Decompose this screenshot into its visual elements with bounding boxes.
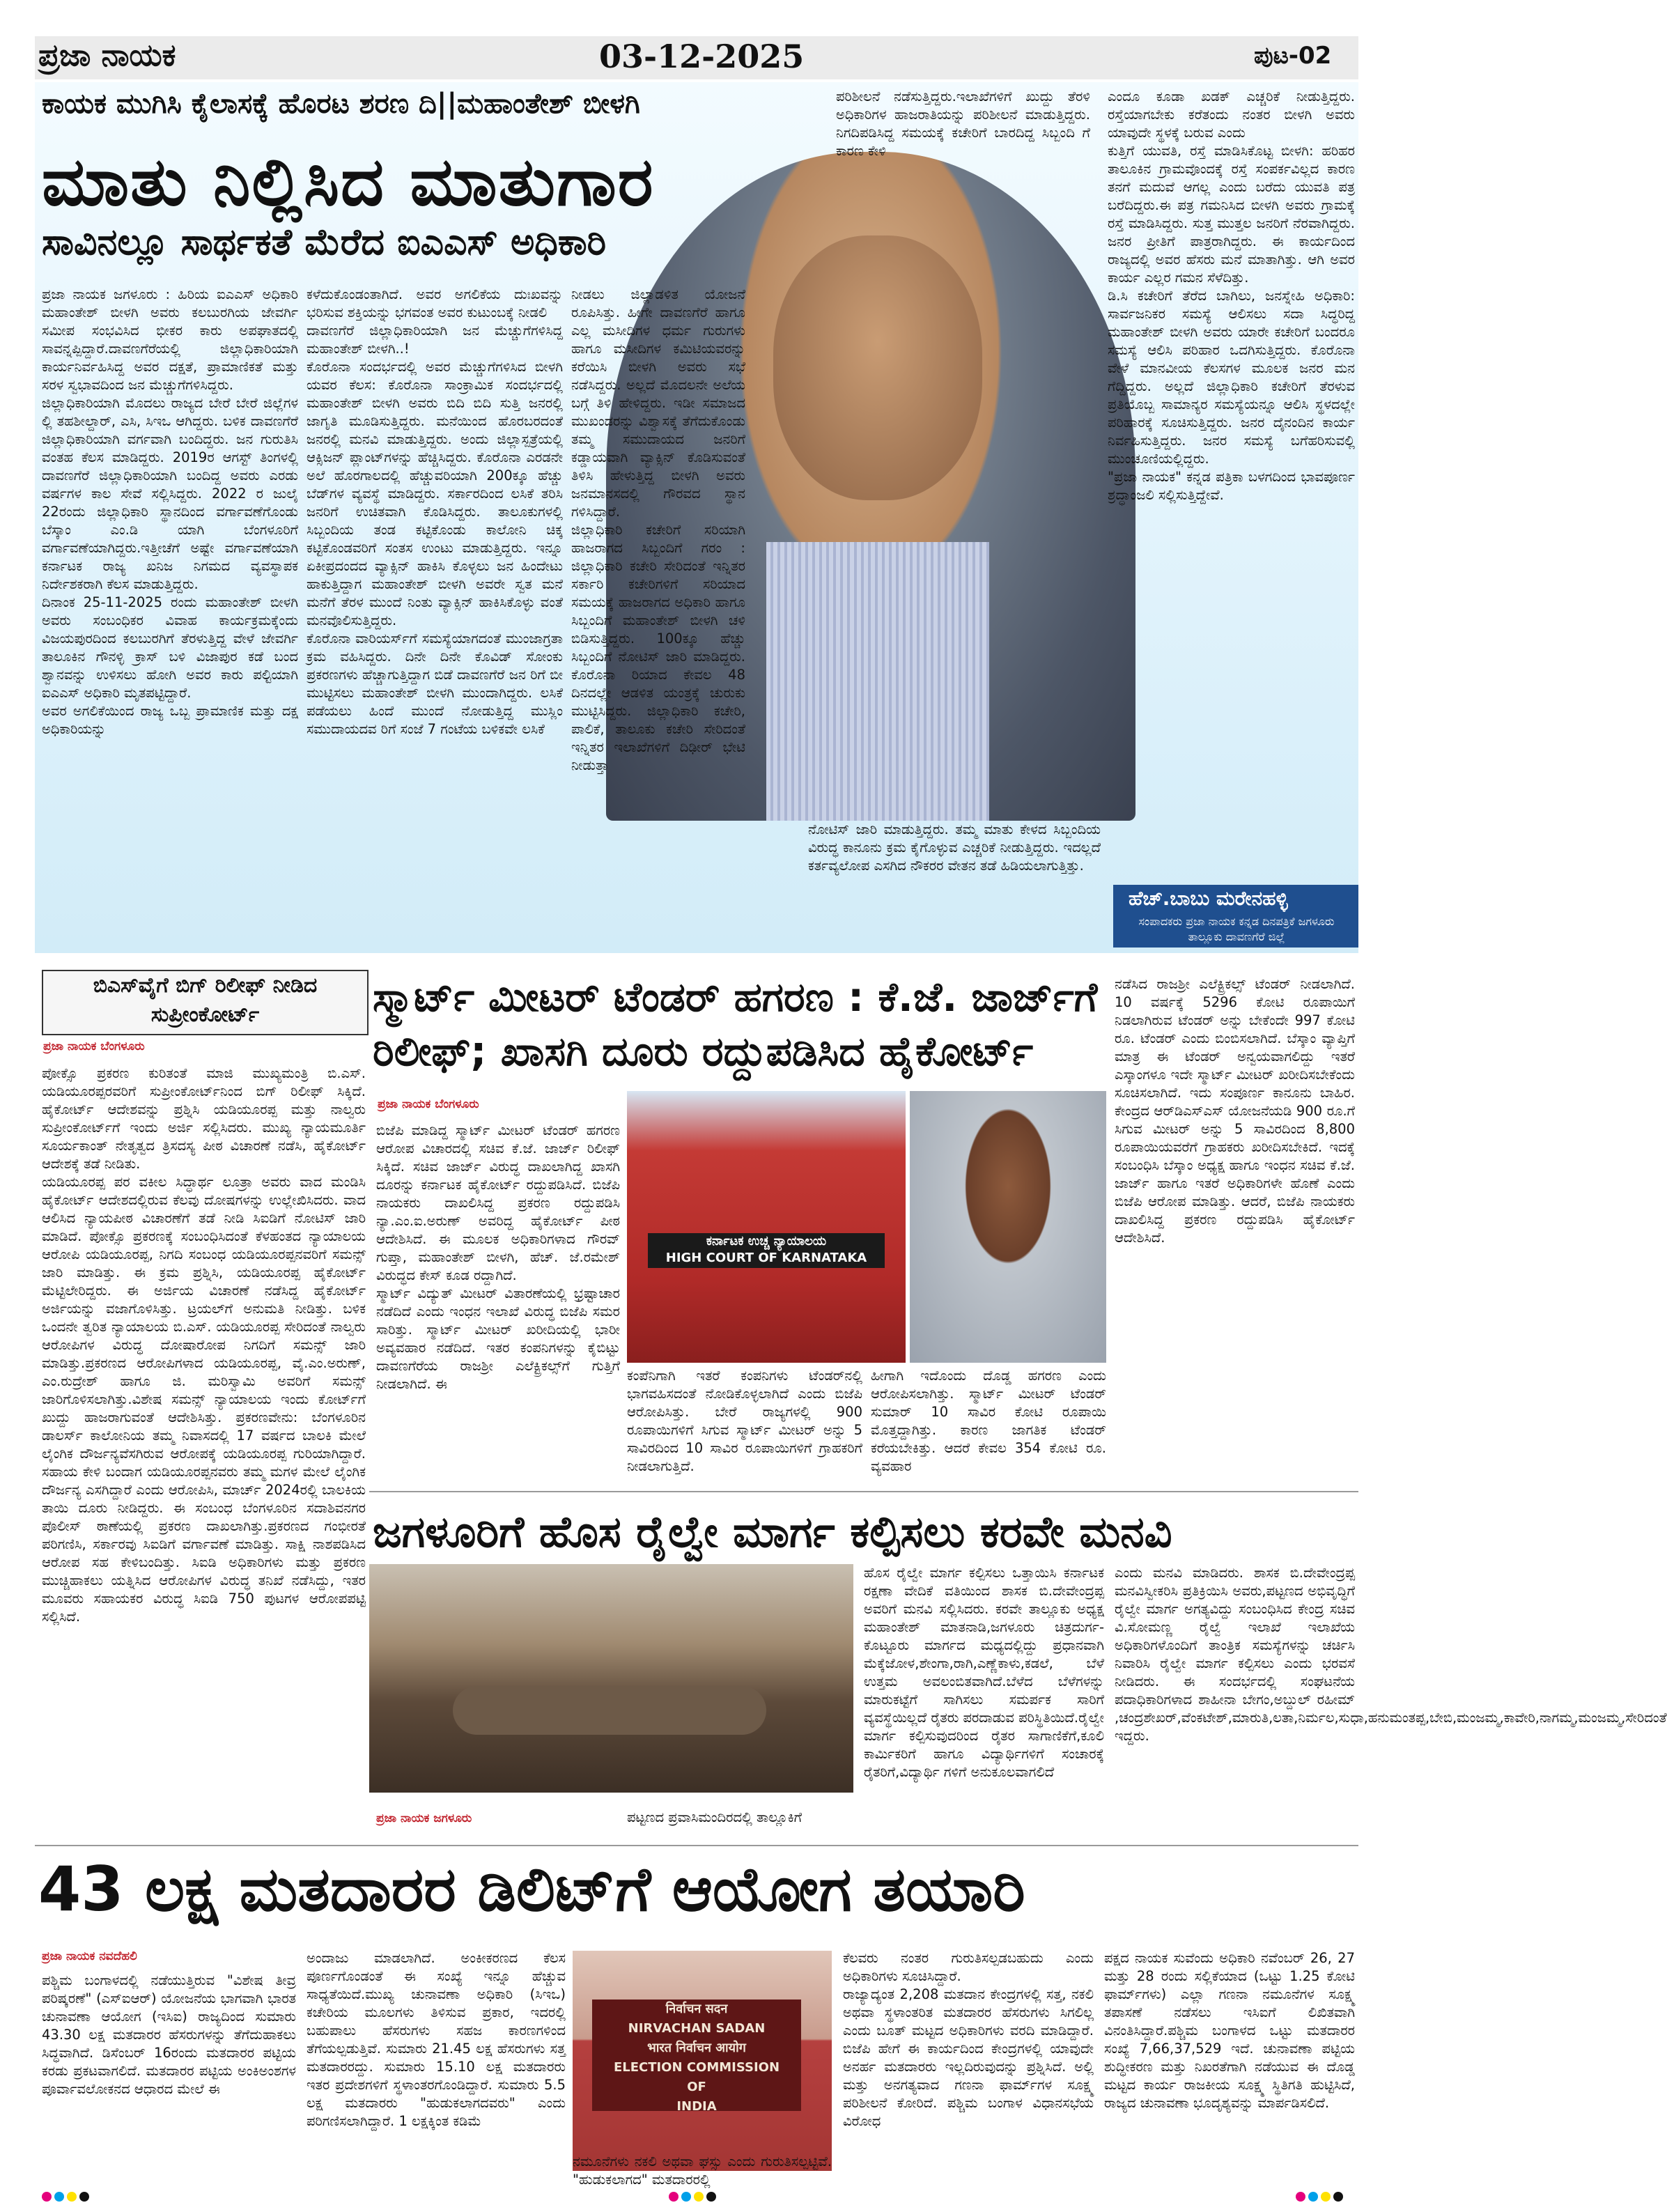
lead-subhead: ಸಾವಿನಲ್ಲೂ ಸಾರ್ಥಕತೆ ಮೆರೆದ ಐಎಎಸ್ ಅಧಿಕಾರಿ <box>42 222 607 263</box>
railway-dateline: ಪ್ರಜಾ ನಾಯಕ ಜಗಳೂರು <box>376 1811 472 1825</box>
lead-column-4-tail: ನೋಟಿಸ್ ಜಾರಿ ಮಾಡುತ್ತಿದ್ದರು. ತಮ್ಮ ಮಾತು ಕೇಳದ ಸಿಬ್ಬಂದಿಯ ವಿರುದ್ಧ ಕಾನೂನು ಕ್ರಮ ಕೈಗೊಳ್ಳುವ ಎಚ್ಚರಿಕೆ ನೀಡುತ್ತಿದ್ದರು. ಇದಲ್ಲದೆ ಕರ್ತವ್ಯಲೋಪ ಎಸಗಿದ ನೌಕರರ ವೇತನ ತಡೆ ಹಿಡಿಯಲಾಗುತ್ತಿತ್ತು. <box>808 821 1101 874</box>
smart-meter-column-1: ಬಿಜೆಪಿ ಮಾಡಿದ್ದ ಸ್ಮಾರ್ಟ್ ಮೀಟರ್ ಟೆಂಡರ್ ಹಗರಣ ಆರೋಪ ವಿಚಾರದಲ್ಲಿ ಸಚಿವ ಕೆ.ಜೆ. ಜಾರ್ಜ್ ರಿಲೀಫ್ ಸಿಕ್ಕಿದೆ. ಸಚಿವ ಜಾರ್ಜ್ ವಿರುದ್ಧ ದಾಖಲಾಗಿದ್ದ ಖಾಸಗಿ ದೂರನ್ನು ಕರ್ನಾಟಕ ಹೈಕೋರ್ಟ್ ರದ್ದುಪಡಿಸಿದೆ. ಬಿಜೆಪಿ ನಾಯಕರು ದಾಖಲಿಸಿದ್ದ ಪ್ರಕರಣ ರದ್ದುಪಡಿಸಿ ನ್ಯಾ.ಎಂ.ಐ.ಅರುಣ್ ಅವರಿದ್ದ ಹೈಕೋರ್ಟ್ ಪೀಠ ಆದೇಶಿಸಿದೆ. ಈ ಮೂಲಕ ಅಧಿಕಾರಿಗಳಾದ ಗೌರವ್ ಗುಪ್ತಾ, ಮಹಾಂತೇಶ್ ಬೀಳಗಿ, ಹೆಚ್. ಜೆ.ರಮೇಶ್ ವಿರುದ್ಧದ ಕೇಸ್ ಕೂಡ ರದ್ದಾಗಿದೆ. ಸ್ಮಾರ್ಟ್ ವಿದ್ಯುತ್ ಮೀಟರ್ ವಿತಾರಣೆಯಲ್ಲಿ ಭ್ರಷ್ಟಾಚಾರ ನಡೆದಿದೆ ಎಂದು ಇಂಧನ ಇಲಾಖೆ ವಿರುದ್ಧ ಬಿಜೆಪಿ ಸಮರ ಸಾರಿತ್ತು. ಸ್ಮಾರ್ಟ್ ಮೀಟರ್ ಖರೀದಿಯಲ್ಲಿ ಭಾರೀ ಅವ್ಯವಹಾರ ನಡೆದಿದೆ. ಇತರ ಕಂಪನಿಗಳನ್ನು ಕೈಬಿಟ್ಟು ದಾವಣಗೆರೆಯ ರಾಜಶ್ರೀ ಎಲೆಕ್ಟ್ರಿಕಲ್ಸ್‌ಗೆ ಗುತ್ತಿಗೆ ನೀಡಲಾಗಿದೆ. ಈ <box>376 1122 620 1392</box>
dot-black <box>79 2192 89 2202</box>
voters-column-2: ಅಂದಾಜು ಮಾಡಲಾಗಿದೆ. ಅಂಕೀಕರಣದ ಕೆಲಸ ಪೂರ್ಣಗೊಂಡಂತೆ ಈ ಸಂಖ್ಯೆ ಇನ್ನೂ ಹೆಚ್ಚುವ ಸಾಧ್ಯತೆಯಿದೆ.ಮುಖ್ಯ ಚುನಾವಣಾ ಅಧಿಕಾರಿ (ಸಿಇಒ) ಕಚೇರಿಯ ಮೂಲಗಳು ತಿಳಿಸುವ ಪ್ರಕಾರ, ಇದರಲ್ಲಿ ಬಹುಪಾಲು ಹೆಸರುಗಳು ಸಹಜ ಕಾರಣಗಳಿಂದ ತೆಗೆಯಲ್ಪಡುತ್ತಿವೆ. ಸುಮಾರು 21.45 ಲಕ್ಷ ಹೆಸರುಗಳು ಸತ್ತ ಮತದಾರರದ್ದು. ಸುಮಾರು 15.10 ಲಕ್ಷ ಮತದಾರರು ಇತರ ಪ್ರದೇಶಗಳಿಗೆ ಸ್ಥಳಾಂತರಗೊಂಡಿದ್ದಾರೆ. ಸುಮಾರು 5.5 ಲಕ್ಷ ಮತದಾರರು "ಹುಡುಕಲಾಗದವರು" ಎಂದು ಪರಿಗಣಿಸಲಾಗಿದ್ದಾರೆ. 1 ಲಕ್ಷಕ್ಕಿಂತ ಕಡಿಮೆ <box>307 1950 566 2129</box>
dot-cyan <box>681 2192 691 2202</box>
lead-kicker: ಕಾಯಕ ಮುಗಿಸಿ ಕೈಲಾಸಕ್ಕೆ ಹೊರಟ ಶರಣ ದಿ||ಮಹಾಂತೇಶ್ ಬೀಳಗಿ <box>42 88 640 120</box>
lead-column-2: ಕಳೆದುಕೊಂಡಂತಾಗಿದೆ. ಅವರ ಅಗಲಿಕೆಯ ದುಃಖವನ್ನು ಭರಿಸುವ ಶಕ್ತಿಯನ್ನು ಭಗವಂತ ಅವರ ಕುಟುಂಬಕ್ಕೆ ನೀಡಲಿ ದಾವಣಗೆರೆ ಜಿಲ್ಲಾಧಿಕಾರಿಯಾಗಿ ಜನ ಮೆಚ್ಚುಗೆಗಳಿಸಿದ್ದ ಮಹಾಂತೇಶ್ ಬೀಳಗಿ..! ಕೊರೊನಾ ಸಂದರ್ಭದಲ್ಲಿ ಅವರ ಮೆಚ್ಚುಗೆಗಳಿಸಿದ ಬೀಳಗಿ ಯವರ ಕೆಲಸ: ಕೊರೊನಾ ಸಾಂಕ್ರಾಮಿಕ ಸಂದರ್ಭದಲ್ಲಿ ಮಹಾಂತೇಶ್ ಬೀಳಗಿ ಅವರು ಬಿದಿ ಬಿದಿ ಸುತ್ತಿ ಜನರಲ್ಲಿ ಜಾಗೃತಿ ಮೂಡಿಸುತ್ತಿದ್ದರು. ಮನೆಯಿಂದ ಹೊರಬರದಂತೆ ಜನರಲ್ಲಿ ಮನವಿ ಮಾಡುತ್ತಿದ್ದರು. ಅಂದು ಜಿಲ್ಲಾಸ್ಪತ್ರೆಯಲ್ಲಿ ಆಕ್ಸಿಜನ್ ಪ್ಲಾಂಟ್‌ಗಳನ್ನು ಹೆಚ್ಚಿಸಿದ್ದರು. ಕೊರೊನಾ ಎರಡನೇ ಅಲೆ ಹೊರಗಾಲದಲ್ಲಿ ಹೆಚ್ಚುವರಿಯಾಗಿ 200ಕ್ಕೂ ಹೆಚ್ಚು ಬೆಡ್‌ಗಳ ವ್ಯವಸ್ಥೆ ಮಾಡಿದ್ದರು. ಸರ್ಕಾರದಿಂದ ಲಸಿಕೆ ತರಿಸಿ ಜನರಿಗೆ ಉಚಿತವಾಗಿ ಕೊಡಿಸಿದ್ದರು. ತಾಲೂಕುಗಳಲ್ಲಿ ಸಿಬ್ಬಂದಿಯ ತಂಡ ಕಟ್ಟಿಕೊಂಡು ಕಾಲೋನಿ ಚಿಕ್ಕ ಕಟ್ಟಿಕೊಂಡವರಿಗೆ ಸಂತಸ ಉಂಟು ಮಾಡುತ್ತಿದ್ದರು. ಇನ್ನೂ ಏಕೀಪ್ರದಂದದ ವ್ಯಾಕ್ಸಿನ್ ಹಾಕಿಸಿ ಕೊಳ್ಳಲು ಜನ ಹಿಂದೇಟು ಹಾಕುತ್ತಿದ್ದಾಗ ಮಹಾಂತೇಶ್ ಬೀಳಗಿ ಅವರೇ ಸ್ವತ ಮನೆ ಮನೆಗೆ ತೆರಳ ಮುಂದೆ ನಿಂತು ವ್ಯಾಕ್ಸಿನ್ ಹಾಕಿಸಿಕೊಳ್ಳು ವಂತೆ ಮನವೊಲಿಸುತ್ತಿದ್ದರು. ಕೊರೊನಾ ವಾರಿಯರ್ಸ್‌ಗೆ ಸಮಸ್ಯೆಯಾಗದಂತೆ ಮುಂಜಾಗ್ರತಾ ಕ್ರಮ ವಹಿಸಿದ್ದರು. ದಿನೇ ದಿನೇ ಕೊವಿಡ್ ಸೋಂಕು ಪ್ರಕರಣಗಳು ಹೆಚ್ಚಾಗುತ್ತಿದ್ದಾಗ ಬಿಡೆ ದಾವಣಗೆರೆ ಜನ ರಿಗೆ ಬೀ ಮುಟ್ಟಿಸಲು ಮಹಾಂತೇಶ್ ಬೀಳಗಿ ಮುಂದಾಗಿದ್ದರು. ಲಸಿಕೆ ಪಡೆಯಲು ಹಿಂದೆ ಮುಂದೆ ನೋಡುತ್ತಿದ್ದ ಮುಸ್ಲಿಂ ಸಮುದಾಯದವ ರಿಗೆ ಸಂಜೆ 7 ಗಂಟೆಯ ಬಳಿಕವೇ ಲಸಿಕೆ <box>307 286 563 737</box>
portrait-shirt <box>766 542 989 821</box>
meeting-table <box>453 1686 766 1735</box>
voters-dateline: ಪ್ರಜಾ ನಾಯಕ ನವದೆಹಲಿ <box>42 1949 137 1963</box>
bsy-body: ಪೋಕ್ಸೊ ಪ್ರಕರಣ ಕುರಿತಂತೆ ಮಾಜಿ ಮುಖ್ಯಮಂತ್ರಿ ಬಿ.ಎಸ್. ಯಡಿಯೂರಪ್ಪರವರಿಗೆ ಸುಪ್ರೀಂಕೋರ್ಟ್‌ನಿಂದ ಬಿಗ್ ರಿಲೀಫ್ ಸಿಕ್ಕಿದೆ. ಹೈಕೋರ್ಟ್ ಆದೇಶವನ್ನು ಪ್ರಶ್ನಿಸಿ ಯಡಿಯೂರಪ್ಪ ಮತ್ತು ನಾಲ್ವರು ಸುಪ್ರೀಂಕೋರ್ಟ್‌ಗೆ ಇಂದು ಅರ್ಜಿ ಸಲ್ಲಿಸಿದರು. ಮುಖ್ಯ ನ್ಯಾಯಮೂರ್ತಿ ಸೂರ್ಯಕಾಂತ್ ನೇತೃತ್ವದ ತ್ರಿಸದಸ್ಯ ಪೀಠ ವಿಚಾರಣೆ ನಡೆಸಿ, ಹೈಕೋರ್ಟ್ ಆದೇಶಕ್ಕೆ ತಡೆ ನೀಡಿತು. ಯಡಿಯೂರಪ್ಪ ಪರ ವಕೀಲ ಸಿದ್ಧಾರ್ಥ ಲೂತ್ರಾ ಅವರು ವಾದ ಮಂಡಿಸಿ ಹೈಕೋರ್ಟ್ ಆದೇಶದಲ್ಲಿರುವ ಕೆಲವು ದೋಷಗಳನ್ನು ಉಲ್ಲೇಖಿಸಿದರು. ವಾದ ಆಲಿಸಿದ ನ್ಯಾಯಪೀಠ ವಿಚಾರಣೆಗೆ ತಡೆ ನೀಡಿ ಸಿಐಡಿಗೆ ನೋಟಿಸ್ ಜಾರಿ ಮಾಡಿದೆ. ಪೋಕ್ಸೊ ಪ್ರಕರಣಕ್ಕೆ ಸಂಬಂಧಿಸಿದಂತೆ ಕೆಳಹಂತದ ನ್ಯಾಯಾಲಯ ಆರೋಪಿ ಯಡಿಯೂರಪ್ಪ, ನಿಗದಿ ಸಂಬಂಧ ಯಡಿಯೂರಪ್ಪನವರಿಗೆ ಸಮನ್ಸ್ ಜಾರಿ ಮಾಡಿತ್ತು. ಈ ಕ್ರಮ ಪ್ರಶ್ನಿಸಿ, ಯಡಿಯೂರಪ್ಪ ಹೈಕೋರ್ಟ್ ಮೆಟ್ಟಿಲೇರಿದ್ದರು. ಈ ಅರ್ಜಿಯ ವಿಚಾರಣೆ ನಡೆಸಿದ್ದ ಹೈಕೋರ್ಟ್ ಅರ್ಜಿಯನ್ನು ವಜಾಗೊಳಿಸಿತ್ತು. ಟ್ರಯಲ್‌ಗೆ ಅನುಮತಿ ನೀಡಿತ್ತು. ಬಳಿಕ ಒಂದನೇ ತ್ವರಿತ ನ್ಯಾಯಾಲಯ ಬಿ.ಎಸ್. ಯಡಿಯೂರಪ್ಪ ಸೇರಿದಂತೆ ನಾಲ್ವರು ಆರೋಪಿಗಳ ವಿರುದ್ಧ ದೋಷಾರೋಪ ನಿಗದಿಗೆ ಸಮನ್ಸ್ ಜಾರಿ ಮಾಡಿತ್ತು.ಪ್ರಕರಣದ ಆರೋಪಿಗಳಾದ ಯಡಿಯೂರಪ್ಪ, ವೈ.ಎಂ.ಅರುಣ್, ಎಂ.ರುದ್ರೇಶ್ ಹಾಗೂ ಜಿ. ಮರಿಸ್ವಾಮಿ ಅವರಿಗೆ ಸಮನ್ಸ್ ಜಾರಿಗೊಳಿಸಲಾಗಿತ್ತು.ವಿಶೇಷ ಸಮನ್ಸ್ ನ್ಯಾಯಾಲಯ ಇಂದು ಕೋರ್ಟ್‌ಗೆ ಖುದ್ದು ಹಾಜರಾಗುವಂತೆ ಆದೇಶಿಸಿತ್ತು. ಪ್ರಕರಣವೇನು: ಬೆಂಗಳೂರಿನ ಡಾಲರ್ಸ್ ಕಾಲೋನಿಯ ತಮ್ಮ ನಿವಾಸದಲ್ಲಿ 17 ವರ್ಷದ ಬಾಲಕಿ ಮೇಲೆ ಲೈಂಗಿಕ ದೌರ್ಜನ್ಯವೆಸಗಿರುವ ಆರೋಪಕ್ಕೆ ಯಡಿಯೂರಪ್ಪ ಗುರಿಯಾಗಿದ್ದಾರೆ. ಸಹಾಯ ಕೇಳಿ ಬಂದಾಗ ಯಡಿಯೂರಪ್ಪನವರು ತಮ್ಮ ಮಗಳ ಮೇಲೆ ಲೈಂಗಿಕ ದೌರ್ಜನ್ಯ ಎಸಗಿದ್ದಾರೆ ಎಂದು ಆರೋಪಿಸಿ, ಮಾರ್ಚ್ 2024ರಲ್ಲಿ ಬಾಲಕಿಯ ತಾಯಿ ದೂರು ನೀಡಿದ್ದರು. ಈ ಸಂಬಂಧ ಬೆಂಗಳೂರಿನ ಸದಾಶಿವನಗರ ಪೊಲೀಸ್ ಠಾಣೆಯಲ್ಲಿ ಪ್ರಕರಣ ದಾಖಲಾಗಿತ್ತು.ಪ್ರಕರಣದ ಗಂಭೀರತೆ ಪರಿಗಣಿಸಿ, ಸರ್ಕಾರವು ಸಿಐಡಿಗೆ ವರ್ಗಾವಣೆ ಮಾಡಿತ್ತು. ಸಾಕ್ಷಿ ನಾಶಪಡಿಸಿದ ಆರೋಪ ಸಹ ಕೇಳಿಬಂದಿತ್ತು. ಸಿಐಡಿ ಅಧಿಕಾರಿಗಳು ಮತ್ತು ಪ್ರಕರಣ ಮುಚ್ಚಿಹಾಕಲು ಯತ್ನಿಸಿದ ಆರೋಪಿಗಳ ವಿರುದ್ಧ ತನಿಖೆ ನಡೆಸಿದ್ದು, ಇತರ ಮೂವರು ಸಹಾಯಕರ ವಿರುದ್ಧ ಸಿಐಡಿ 750 ಪುಟಗಳ ಆರೋಪಪಟ್ಟಿ ಸಲ್ಲಿಸಿದೆ. <box>42 1065 366 1625</box>
dot-black <box>1333 2192 1343 2202</box>
registration-dots-left <box>42 2191 92 2204</box>
smart-meter-column-2: ಕಂಪೆನಿಗಾಗಿ ಇತರೆ ಕಂಪನಿಗಳು ಟೆಂಡರ್‌ನಲ್ಲಿ ಭಾಗವಹಿಸದಂತೆ ನೋಡಿಕೊಳ್ಳಲಾಗಿದೆ ಎಂದು ಬಿಜೆಪಿ ಆರೋಪಿಸಿತ್ತು. ಬೇರೆ ರಾಜ್ಯಗಳಲ್ಲಿ 900 ರೂಪಾಯಿಗಳಿಗೆ ಸಿಗುವ ಸ್ಮಾರ್ಟ್ ಮೀಟರ್ ಅನ್ನು 5 ಸಾವಿರದಿಂದ 10 ಸಾವಿರ ರೂಪಾಯಿಗಳಿಗೆ ಗ್ರಾಹಕರಿಗೆ ನೀಡಲಾಗುತ್ತಿದೆ. <box>627 1368 862 1474</box>
railway-headline: ಜಗಳೂರಿಗೆ ಹೊಸ ರೈಲ್ವೇ ಮಾರ್ಗ ಕಲ್ಪಿಸಲು ಕರವೇ ಮನವಿ <box>373 1506 1172 1557</box>
railway-column-2: ಎಂದು ಮನವಿ ಮಾಡಿದರು. ಶಾಸಕ ಬಿ.ದೇವೇಂದ್ರಪ್ಪ ಮನವಿಸ್ವೀಕರಿಸಿ ಪ್ರತಿಕ್ರಿಯಿಸಿ ಅವರು,ಪಟ್ಟಣದ ಅಭಿವೃದ್ಧಿಗೆ ರೈಲ್ವೇ ಮಾರ್ಗ ಅಗತ್ಯವಿದ್ದು ಸಂಬಂಧಿಸಿದ ಕೇಂದ್ರ ಸಚಿವ ವಿ.ಸೋಮಣ್ಣ ರೈಲ್ವೆ ಇಲಾಖೆ ಇಲಾಖೆಯ ಅಧಿಕಾರಿಗಳೊಂದಿಗೆ ತಾಂತ್ರಿಕ ಸಮಸ್ಯೆಗಳನ್ನು ಚರ್ಚಿಸಿ ನಿವಾರಿಸಿ ರೈಲ್ವೇ ಮಾರ್ಗ ಕಲ್ಪಿಸಲು ಎಂದು ಭರವಸೆ ನೀಡಿದರು. ಈ ಸಂದರ್ಭದಲ್ಲಿ ಸಂಘಟನೆಯ ಪದಾಧಿಕಾರಿಗಳಾದ ಶಾಹೀನಾ ಬೇಗಂ,ಅಬ್ದುಲ್ ರಹೀಮ್ ,ಚಂದ್ರಶೇಖರ್,ವೆಂಕಟೇಶ್,ಮಾರುತಿ,ಲತಾ,ನಿರ್ಮಲ,ಸುಧಾ,ಹನುಮಂತಪ್ಪ,ಬೇಬಿ,ಮಂಜಮ್ಮ,ಕಾವೇರಿ,ನಾಗಮ್ಮ,ಮಂಜಮ್ಮ,ಸೇರಿದಂತೆ ಇದ್ದರು. <box>1115 1565 1667 1744</box>
kj-george-photo <box>910 1091 1106 1363</box>
bsy-headline-box: ಬಿಎಸ್‌ವೈಗೆ ಬಿಗ್ ರಿಲೀಫ್ ನೀಡಿದ ಸುಪ್ರೀಂಕೋರ್ಟ್ <box>42 970 369 1035</box>
dot-black <box>706 2192 716 2202</box>
bsy-dateline: ಪ್ರಜಾ ನಾಯಕ ಬೆಂಗಳೂರು <box>43 1039 145 1053</box>
paper-name: ಪ್ರಜಾ ನಾಯಕ <box>38 38 176 73</box>
high-court-photo <box>627 1091 906 1363</box>
railway-caption: ಪಟ್ಟಣದ ಪ್ರವಾಸಿಮಂದಿರದಲ್ಲಿ ತಾಲ್ಲೂಕಿಗೆ <box>627 1809 803 1825</box>
smart-meter-headline-line2: ರಿಲೀಫ್; ಖಾಸಗಿ ದೂರು ರದ್ದುಪಡಿಸಿದ ಹೈಕೋರ್ಟ್ <box>373 1028 1034 1075</box>
high-court-sign: ಕರ್ನಾಟಕ ಉಚ್ಚ ನ್ಯಾಯಾಲಯ HIGH COURT OF KARNATAKA <box>648 1233 885 1268</box>
lead-headline: ಮಾತು ನಿಲ್ಲಿಸಿದ ಮಾತುಗಾರ <box>42 143 655 221</box>
dot-cyan <box>54 2192 64 2202</box>
dot-yellow <box>694 2192 704 2202</box>
smart-meter-column-3: ನಡೆಸಿದ ರಾಜಶ್ರೀ ಎಲೆಕ್ಟ್ರಿಕಲ್ಸ್ ಟೆಂಡರ್ ನೀಡಲಾಗಿದೆ. 10 ವರ್ಷಕ್ಕೆ 5296 ಕೋಟಿ ರೂಪಾಯಿಗೆ ನಿಡಲಾಗಿರುವ ಟೆಂಡರ್ ಅನ್ನು ಬೇಕೆಂದೇ 997 ಕೋಟಿ ರೂ. ಟೆಂಡರ್ ಎಂದು ಬಿಂಬಿಸಲಾಗಿದೆ. ಬೆಸ್ಕಾಂ ವ್ಯಾಪ್ತಿಗೆ ಮಾತ್ರ ಈ ಟೆಂಡರ್ ಅನ್ವಯವಾಗಲಿದ್ದು ಇತರೆ ಎಸ್ಕಾಂಗಳೂ ಇದೇ ಸ್ಮಾರ್ಟ್ ಮೀಟರ್ ಖರೀದಿಸಬೇಕೆಂದು ಸೂಚಿಸಲಾಗಿದೆ. ಇದು ಸಂಪೂರ್ಣ ಕಾನೂನು ಬಾಹಿರ. ಕೇಂದ್ರದ ಆರ್‌ಡಿಎಸ್‌ಎಸ್ ಯೋಜನೆಯಡಿ 900 ರೂ.ಗೆ ಸಿಗುವ ಮೀಟರ್ ಅನ್ನು 5 ಸಾವಿರದಿಂದ 8,800 ರೂಪಾಯಿಯವರೆಗೆ ಗ್ರಾಹಕರು ಖರೀದಿಸಬೇಕಿದೆ. ಇದಕ್ಕೆ ಸಂಬಂಧಿಸಿ ಬೆಸ್ಕಾಂ ಅಧ್ಯಕ್ಷ ಹಾಗೂ ಇಂಧನ ಸಚಿವ ಕೆ.ಜೆ. ಜಾರ್ಜ್ ಹಾಗೂ ಇತರೆ ಅಧಿಕಾರಿಗಳೇ ಹೊಣೆ ಎಂದು ಬಿಜೆಪಿ ಆರೋಪ ಮಾಡಿತ್ತು. ಆದರೆ, ಬಿಜೆಪಿ ನಾಯಕರು ದಾಖಲಿಸಿದ್ದ ಪ್ರಕರಣ ರದ್ದುಪಡಿಸಿ ಹೈಕೋರ್ಟ್ ಆದೇಶಿಸಿದೆ. <box>1115 976 1355 1246</box>
portrait-face <box>773 235 982 500</box>
registration-dots-center <box>669 2191 719 2204</box>
smart-meter-headline <box>373 970 1097 1078</box>
voters-column-under-image: ನಮೂನೆಗಳು ನಕಲಿ ಅಥವಾ ಘಸ್ಸು ಎಂದು ಗುರುತಿಸಲ್ಪಟ್ಟಿವೆ. "ಹುಡುಕಲಾಗದ" ಮತದಾರರಲ್ಲಿ <box>573 2153 832 2188</box>
smart-meter-dateline: ಪ್ರಜಾ ನಾಯಕ ಬೆಂಗಳೂರು <box>378 1097 479 1111</box>
dot-cyan <box>1308 2192 1318 2202</box>
smart-meter-headline-line1: ಸ್ಮಾರ್ಟ್ ಮೀಟರ್ ಟೆಂಡರ್ ಹಗರಣ : ಕೆ.ಜೆ. ಜಾರ್ಜ್‌ಗೆ <box>373 973 1098 1021</box>
voters-column-4: ಪಕ್ಷದ ನಾಯಕ ಸುವೆಂದು ಅಧಿಕಾರಿ ನವೆಂಬರ್ 26, 27 ಮತ್ತು 28 ರಂದು ಸಲ್ಲಿಕೆಯಾದ (ಒಟ್ಟು 1.25 ಕೋಟಿ ಫಾರ್ಮ್‌ಗಳು) ಎಲ್ಲಾ ಗಣನಾ ನಮೂನೆಗಳ ಸೂಕ್ಷ್ಮ ತಪಾಸಣೆ ನಡೆಸಲು ಇಸಿಐಗೆ ಲಿಖಿತವಾಗಿ ವಿನಂತಿಸಿದ್ದಾರೆ.ಪಶ್ಚಿಮ ಬಂಗಾಳದ ಒಟ್ಟು ಮತದಾರರ ಸಂಖ್ಯೆ 7,66,37,529 ಇದೆ. ಚುನಾವಣಾ ಪಟ್ಟಿಯ ಶುದ್ಧೀಕರಣ ಮತ್ತು ನಿಖರತೆಗಾಗಿ ನಡೆಯುವ ಈ ದೊಡ್ಡ ಮಟ್ಟದ ಕಾರ್ಯ ರಾಜಕೀಯ ಸೂಕ್ಷ್ಮ ಸ್ಥಿತಿಗತಿ ಹುಟ್ಟಿಸಿದೆ, ರಾಜ್ಯದ ಚುನಾವಣಾ ಭೂದೃಶ್ಯವನ್ನು ಮಾರ್ಪಡಿಸಲಿದೆ. <box>1104 1950 1355 2111</box>
divider <box>369 1491 1358 1492</box>
lead-column-4: ಪರಿಶೀಲನೆ ನಡೆಸುತ್ತಿದ್ದರು.ಇಲಾಖೆಗಳಿಗೆ ಖುದ್ದು ತೆರಳಿ ಅಧಿಕಾರಿಗಳ ಹಾಜರಾತಿಯನ್ನು ಪರಿಶೀಲನೆ ಮಾಡುತ್ತಿದ್ದರು. ನಿಗದಿಪಡಿಸಿದ್ದ ಸಮಯಕ್ಕೆ ಕಚೇರಿಗೆ ಬಾರದಿದ್ದ ಸಿಬ್ಬಂದಿ ಗೆ ಕಾರಣ ಕೇಳಿ <box>836 88 1090 159</box>
editor-role: ಸಂಪಾದಕರು ಪ್ರಜಾ ನಾಯಕ ಕನ್ನಡ ದಿನಪತ್ರಿಕೆ ಜಗಳೂರು ತಾಲ್ಲೂಕು ದಾವಣಗೆರೆ ಜಿಲ್ಲೆ <box>1138 915 1335 943</box>
page-number: ಪುಟ-02 <box>1254 42 1332 70</box>
lead-column-3: ನೀಡಲು ಜಿಲ್ಲಾಡಳಿತ ಯೋಜನೆ ರೂಪಿಸಿತ್ತು. ಹೀಗೇ ದಾವಣಗೆರೆ ಹಾಗೂ ಎಲ್ಲ ಮಸೀದಿಗಳ ಧರ್ಮ ಗುರುಗಳು ಹಾಗೂ ಮಸೀದಿಗಳ ಕಮಿಟಿಯವರನ್ನು ಕರೆಯಿಸಿ ಬೀಳಗಿ ಅವರು ಸಭೆ ನಡೆಸಿದ್ದರು. ಅಲ್ಲದೆ ಮೊದಲನೇ ಅಲೆಯ ಬಗ್ಗೆ ತಿಳಿ ಹೇಳಿದ್ದರು. ಇಡೀ ಸಮಾಜದ ಮುಖಂಡರನ್ನು ವಿಶ್ವಾಸಕ್ಕೆ ತೆಗೆದುಕೊಂಡು ತಮ್ಮ ಸಮುದಾಯದ ಜನರಿಗೆ ಕಡ್ಡಾಯವಾಗಿ ವ್ಯಾಕ್ಸಿನ್ ಕೊಡಿಸುವಂತೆ ತಿಳಿಸಿ ಹೇಳುತ್ತಿದ್ದ ಬೀಳಗಿ ಅವರು ಜನಮಾನಸದಲ್ಲಿ ಗೌರವದ ಸ್ಥಾನ ಗಳಿಸಿದ್ದಾರೆ. ಜಿಲ್ಲಾಧಿಕಾರಿ ಕಚೇರಿಗೆ ಸರಿಯಾಗಿ ಹಾಜರಾಗದ ಸಿಬ್ಬಂದಿಗೆ ಗರಂ : ಜಿಲ್ಲಾಧಿಕಾರಿ ಕಚೇರಿ ಸೇರಿದಂತೆ ಇನ್ನಿತರ ಸರ್ಕಾರಿ ಕಚೇರಿಗಳಿಗೆ ಸರಿಯಾದ ಸಮಯಕ್ಕೆ ಹಾಜರಾಗದ ಅಧಿಕಾರಿ ಹಾಗೂ ಸಿಬ್ಬಂದಿಗೆ ಮಹಾಂತೇಶ್ ಬೀಳಗಿ ಚಳಿ ಬಿಡಿಸುತ್ತಿದ್ದರು. 100ಕ್ಕೂ ಹೆಚ್ಚು ಸಿಬ್ಬಂದಿಗೆ ನೋಟಿಸ್ ಜಾರಿ ಮಾಡಿದ್ದರು. ಕೊರೊನಾ ರಿಯಾದ ಕೇವಲ 48 ದಿನದಲ್ಲೇ ಆಡಳಿತ ಯಂತ್ರಕ್ಕೆ ಚುರುಕು ಮುಟ್ಟಿಸಿದ್ದರು. ಜಿಲ್ಲಾಧಿಕಾರಿ ಕಚೇರಿ, ಪಾಲಿಕೆ, ತಾಲೂಕು ಕಚೇರಿ ಸೇರಿದಂತೆ ಇನ್ನಿತರ ಇಲಾಖೆಗಳಿಗೆ ದಿಢೀರ್ ಭೇಟಿ ನೀಡುತ್ತಾ <box>571 286 745 773</box>
dot-magenta <box>1296 2192 1305 2202</box>
issue-date: 03-12-2025 <box>599 38 805 75</box>
election-commission-board: निर्वाचन सदन NIRVACHAN SADAN भारत निर्वाचन आयोग ELECTION COMMISSION OF INDIA <box>592 2000 801 2111</box>
editor-name: ಹೆಚ್.ಬಾಬು ಮರೇನಹಳ್ಳಿ <box>1129 887 1288 910</box>
voters-column-3: ಕೆಲವರು ನಂತರ ಗುರುತಿಸಲ್ಪಡಬಹುದು ಎಂದು ಅಧಿಕಾರಿಗಳು ಸೂಚಿಸಿದ್ದಾರೆ. ರಾಜ್ಯಾದ್ಯಂತ 2,208 ಮತದಾನ ಕೇಂದ್ರಗಳಲ್ಲಿ ಸತ್ತ, ನಕಲಿ ಅಥವಾ ಸ್ಥಳಾಂತರಿತ ಮತದಾರರ ಹೆಸರುಗಳು ಸಿಗಲಿಲ್ಲ ಎಂದು ಬೂತ್ ಮಟ್ಟದ ಅಧಿಕಾರಿಗಳು ವರದಿ ಮಾಡಿದ್ದಾರೆ. ಬಿಜೆಪಿ ಹೇಗೆ ಈ ಕಾರ್ಯದಿಂದ ಕೇಂದ್ರಗಳಲ್ಲಿ ಯಾವುದೇ ಅನರ್ಹ ಮತದಾರರು ಇಲ್ಲದಿರುವುದನ್ನು ಪ್ರಶ್ನಿಸಿದೆ. ಅಲ್ಲಿ ಮತ್ತು ಅನಗತ್ಯವಾದ ಗಣನಾ ಫಾರ್ಮ್‌ಗಳ ಸೂಕ್ಷ್ಮ ಪರಿಶೀಲನೆ ಕೋರಿದೆ. ಪಶ್ಚಿಮ ಬಂಗಾಳ ವಿಧಾನಸಭೆಯ ವಿರೋಧ <box>843 1950 1094 2129</box>
voters-column-1: ಪಶ್ಚಿಮ ಬಂಗಾಳದಲ್ಲಿ ನಡೆಯುತ್ತಿರುವ "ವಿಶೇಷ ತೀವ್ರ ಪರಿಷ್ಕರಣೆ" (ಎಸ್‌ಐಆರ್) ಯೋಜನೆಯ ಭಾಗವಾಗಿ ಭಾರತ ಚುನಾವಣಾ ಆಯೋಗ (ಇಸಿಐ) ರಾಜ್ಯದಿಂದ ಸುಮಾರು 43.30 ಲಕ್ಷ ಮತದಾರರ ಹೆಸರುಗಳನ್ನು ತೆಗೆದುಹಾಕಲು ಸಿದ್ಧವಾಗಿದೆ. ಡಿಸೆಂಬರ್ 16ರಂದು ಮತದಾರರ ಪಟ್ಟಿಯ ಕರಡು ಪ್ರಕಟವಾಗಲಿದೆ. ಮತದಾರರ ಪಟ್ಟಿಯ ಅಂಕಿಅಂಶಗಳ ಪೂರ್ವಾವಲೋಕನದ ಆಧಾರದ ಮೇಲೆ ಈ <box>42 1972 296 2097</box>
lead-column-1: ಪ್ರಜಾ ನಾಯಕ ಜಗಳೂರು : ಹಿರಿಯ ಐಎಎಸ್ ಅಧಿಕಾರಿ ಮಹಾಂತೇಶ್ ಬೀಳಗಿ ಅವರು ಕಲಬುರಗಿಯ ಜೇವರ್ಗಿ ಸಮೀಪ ಸಂಭವಿಸಿದ ಭೀಕರ ಕಾರು ಅಪಘಾತದಲ್ಲಿ ಸಾವನ್ನಪ್ಪಿದ್ದಾರೆ.ದಾವಣಗೆರೆಯಲ್ಲಿ ಜಿಲ್ಲಾಧಿಕಾರಿಯಾಗಿ ಕಾರ್ಯನಿರ್ವಹಿಸಿದ್ದ ಅವರ ದಕ್ಷತೆ, ಪ್ರಾಮಾಣಿಕತೆ ಮತ್ತು ಸರಳ ಸ್ವಭಾವದಿಂದ ಜನ ಮೆಚ್ಚುಗೆಗಳಿಸಿದ್ದರು. ಜಿಲ್ಲಾಧಿಕಾರಿಯಾಗಿ ಮೊದಲು ರಾಜ್ಯದ ಬೇರೆ ಬೇರೆ ಜಿಲ್ಲೆಗಳ ಲ್ಲಿ ತಹಶೀಲ್ದಾರ್, ಎಸಿ, ಸಿಇಒ ಆಗಿದ್ದರು. ಬಳಿಕ ದಾವಣಗೆರೆ ಜಿಲ್ಲಾಧಿಕಾರಿಯಾಗಿ ವರ್ಗವಾಗಿ ಬಂದಿದ್ದರು. ಜನ ಗುರುತಿಸಿ ವಂತಹ ಕೆಲಸ ಮಾಡಿದ್ದರು. 2019ರ ಆಗಸ್ಟ್ ತಿಂಗಳಲ್ಲಿ ದಾವಣಗೆರೆ ಜಿಲ್ಲಾಧಿಕಾರಿಯಾಗಿ ಬಂದಿದ್ದ ಅವರು ಎರಡು ವರ್ಷಗಳ ಕಾಲ ಸೇವೆ ಸಲ್ಲಿಸಿದ್ದರು. 2022 ರ ಜುಲೈ 22ರಂದು ಜಿಲ್ಲಾಧಿಕಾರಿ ಸ್ಥಾನದಿಂದ ವರ್ಗಾವಣೆಗೊಂಡು ಬೆಸ್ಕಾಂ ಎಂ.ಡಿ ಯಾಗಿ ಬೆಂಗಳೂರಿಗೆ ವರ್ಗಾವಣೆಯಾಗಿದ್ದರು.ಇತ್ತೀಚೆಗೆ ಅಷ್ಟೇ ವರ್ಗಾವಣೆಯಾಗಿ ಕರ್ನಾಟಕ ರಾಜ್ಯ ಖನಿಜ ನಿಗಮದ ವ್ಯವಸ್ಥಾಪಕ ನಿರ್ದೇಶಕರಾಗಿ ಕೆಲಸ ಮಾಡುತ್ತಿದ್ದರು. ದಿನಾಂಕ 25-11-2025 ರಂದು ಮಹಾಂತೇಶ್ ಬೀಳಗಿ ಅವರು ಸಂಬಂಧಿಕರ ವಿವಾಹ ಕಾರ್ಯಕ್ರಮಕ್ಕೆಂದು ವಿಜಯಪುರದಿಂದ ಕಲಬುರಗಿಗೆ ತೆರಳುತ್ತಿದ್ದ ವೇಳೆ ಜೇವರ್ಗಿ ತಾಲೂಕಿನ ಗೌನಳ್ಳಿ ಕ್ರಾಸ್ ಬಳಿ ವಿಜಾಪುರ ಕಡೆ ಬಂದ ಶ್ವಾನವನ್ನು ಉಳಿಸಲು ಹೋಗಿ ಅವರ ಕಾರು ಪಲ್ಟಿಯಾಗಿ ಐಎಎಸ್ ಅಧಿಕಾರಿ ಮೃತಪಟ್ಟಿದ್ದಾರೆ. ಅವರ ಅಗಲಿಕೆಯಿಂದ ರಾಜ್ಯ ಒಬ್ಬ ಪ್ರಾಮಾಣಿಕ ಮತ್ತು ದಕ್ಷ ಅಧಿಕಾರಿಯನ್ನು <box>42 286 298 737</box>
railway-column-1: ಹೊಸ ರೈಲ್ವೇ ಮಾರ್ಗ ಕಲ್ಪಿಸಲು ಒತ್ತಾಯಿಸಿ ಕರ್ನಾಟಕ ರಕ್ಷಣಾ ವೇದಿಕೆ ವತಿಯಿಂದ ಶಾಸಕ ಬಿ.ದೇವೇಂದ್ರಪ್ಪ ಅವರಿಗೆ ಮನವಿ ಸಲ್ಲಿಸಿದರು. ಕರವೇ ತಾಲ್ಲೂಕು ಅಧ್ಯಕ್ಷ ಮಹಾಂತೇಶ್ ಮಾತನಾಡಿ,ಜಗಳೂರು ಚಿತ್ರದುರ್ಗ-ಕೊಟ್ಟೂರು ಮಾರ್ಗದ ಮಧ್ಯದಲ್ಲಿದ್ದು ಪ್ರಧಾನವಾಗಿ ಮೆಕ್ಕೆಜೋಳ,ಶೇಂಗಾ,ರಾಗಿ,ಎಣ್ಣೆಕಾಳು,ಕಡಲೆ, ಬೆಳೆ ಉತ್ತಮ ಅವಲಂಬಿತವಾಗಿದೆ.ಬೆಳೆದ ಬೆಳೆಗಳನ್ನು ಮಾರುಕಟ್ಟೆಗೆ ಸಾಗಿಸಲು ಸಮರ್ಪಕ ಸಾರಿಗೆ ವ್ಯವಸ್ಥೆಯಿಲ್ಲದೆ ರೈತರು ಪರದಾಡುವ ಪರಿಸ್ಥಿತಿಯಿದೆ.ರೈಲ್ವೇ ಮಾರ್ಗ ಕಲ್ಪಿಸುವುದರಿಂದ ರೈತರ ಸಾಗಾಣಿಕೆಗೆ,ಕೂಲಿ ಕಾರ್ಮಿಕರಿಗೆ ಹಾಗೂ ವಿದ್ಯಾರ್ಥಿಗಳಿಗೆ ಸಂಚಾರಕ್ಕೆ ರೈತರಿಗೆ,ವಿದ್ಯಾರ್ಥಿ ಗಳಿಗೆ ಅನುಕೂಲವಾಗಲಿದೆ <box>864 1565 1104 1780</box>
dot-magenta <box>42 2192 52 2202</box>
registration-dots-right <box>1296 2191 1346 2204</box>
dot-yellow <box>67 2192 77 2202</box>
divider <box>35 1845 1358 1846</box>
lead-column-5: ಎಂದೂ ಕೂಡಾ ಖಡಕ್ ಎಚ್ಚರಿಕೆ ನೀಡುತ್ತಿದ್ದರು. ರಸ್ತೆಯಾಗಬೇಕು ಕರೆತಂದು ನಂತರ ಬೀಳಗಿ ಅವರು ಯಾವುದೇ ಸ್ಥಳಕ್ಕೆ ಬರುವ ಎಂದು ಕುತ್ತಿಗೆ ಯುವತಿ, ರಸ್ತೆ ಮಾಡಿಸಿಕೊಟ್ಟ ಬೀಳಗಿ: ಹರಿಹರ ತಾಲೂಕಿನ ಗ್ರಾಮವೊಂದಕ್ಕೆ ರಸ್ತೆ ಸಂಪರ್ಕವಿಲ್ಲದ ಕಾರಣ ತನಗೆ ಮದುವೆ ಆಗಲ್ಲ ಎಂದು ಬರೆದು ಯುವತಿ ಪತ್ರ ಬರೆದಿದ್ದರು.ಈ ಪತ್ರ ಗಮನಿಸಿದ ಬೀಳಗಿ ಅವರು ಗ್ರಾಮಕ್ಕೆ ರಸ್ತೆ ಮಾಡಿಸಿದ್ದರು. ಸುತ್ತ ಮುತ್ತಲ ಜನರಿಗೆ ನೆರವಾಗಿದ್ದರು. ಜನರ ಪ್ರೀತಿಗೆ ಪಾತ್ರರಾಗಿದ್ದರು. ಈ ಕಾರ್ಯದಿಂದ ರಾಜ್ಯದಲ್ಲಿ ಅವರ ಹೆಸರು ಮನೆ ಮಾತಾಗಿತ್ತು. ಆಗಿ ಅವರ ಕಾರ್ಯ ಎಲ್ಲರ ಗಮನ ಸೆಳೆದಿತ್ತು. ಡಿ.ಸಿ ಕಚೇರಿಗೆ ತೆರೆದ ಬಾಗಿಲು, ಜನಸ್ನೇಹಿ ಅಧಿಕಾರಿ: ಸಾರ್ವಜನಿಕರ ಸಮಸ್ಯೆ ಆಲಿಸಲು ಸದಾ ಸಿದ್ಧರಿದ್ದ ಮಹಾಂತೇಶ್ ಬೀಳಗಿ ಅವರು ಯಾರೇ ಕಚೇರಿಗೆ ಬಂದರೂ ಸಮಸ್ಯೆ ಆಲಿಸಿ ಪರಿಹಾರ ಒದಗಿಸುತ್ತಿದ್ದರು. ಕೊರೊನಾ ವೇಳೆ ಮಾನವೀಯ ಕೆಲಸಗಳ ಮೂಲಕ ಜನರ ಮನ ಗೆದ್ದಿದ್ದರು. ಅಲ್ಲದೆ ಜಿಲ್ಲಾಧಿಕಾರಿ ಕಚೇರಿಗೆ ತೆರಳುವ ಪ್ರತಿಯೊಬ್ಬ ಸಾಮಾನ್ಯರ ಸಮಸ್ಯೆಯನ್ನೂ ಆಲಿಸಿ ಸ್ಥಳದಲ್ಲೇ ಪರಿಹಾರಕ್ಕೆ ಸೂಚಿಸುತ್ತಿದ್ದರು. ಜನರ ದೈನಂದಿನ ಕಾರ್ಯ ನಿರ್ವಹಿಸುತ್ತಿದ್ದರು. ಜನರ ಸಮಸ್ಯೆ ಬಗೆಹರಿಸುವಲ್ಲಿ ಮುಂಚೂಣಿಯಲ್ಲಿದ್ದರು. "ಪ್ರಜಾ ನಾಯಕ" ಕನ್ನಡ ಪತ್ರಿಕಾ ಬಳಗದಿಂದ ಭಾವಪೂರ್ಣ ಶ್ರದ್ಧಾಂಜಲಿ ಸಲ್ಲಿಸುತ್ತಿದ್ದೇವೆ. <box>1108 88 1355 503</box>
smart-meter-column-2b: ಹೀಗಾಗಿ ಇದೊಂದು ದೊಡ್ಡ ಹಗರಣ ಎಂದು ಆರೋಪಿಸಲಾಗಿತ್ತು. ಸ್ಮಾರ್ಟ್ ಮೀಟರ್ ಟೆಂಡರ್ ಸುಮಾರ್ 10 ಸಾವಿರ ಕೋಟಿ ರೂಪಾಯಿ ಮೊತ್ತದ್ದಾಗಿತ್ತು. ಕಾರಣ ಜಾಗತಿಕ ಟೆಂಡರ್ ಕರೆಯಬೇಕಿತ್ತು. ಆದರೆ ಕೇವಲ 354 ಕೋಟಿ ರೂ. ವ್ಯವಹಾರ <box>871 1368 1106 1474</box>
dot-yellow <box>1321 2192 1331 2202</box>
dot-magenta <box>669 2192 679 2202</box>
railway-meeting-photo <box>369 1564 853 1793</box>
voters-headline: 43 ಲಕ್ಷ ಮತದಾರರ ಡಿಲಿಟ್‌ಗೆ ಆಯೋಗ ತಯಾರಿ <box>38 1853 1025 1925</box>
